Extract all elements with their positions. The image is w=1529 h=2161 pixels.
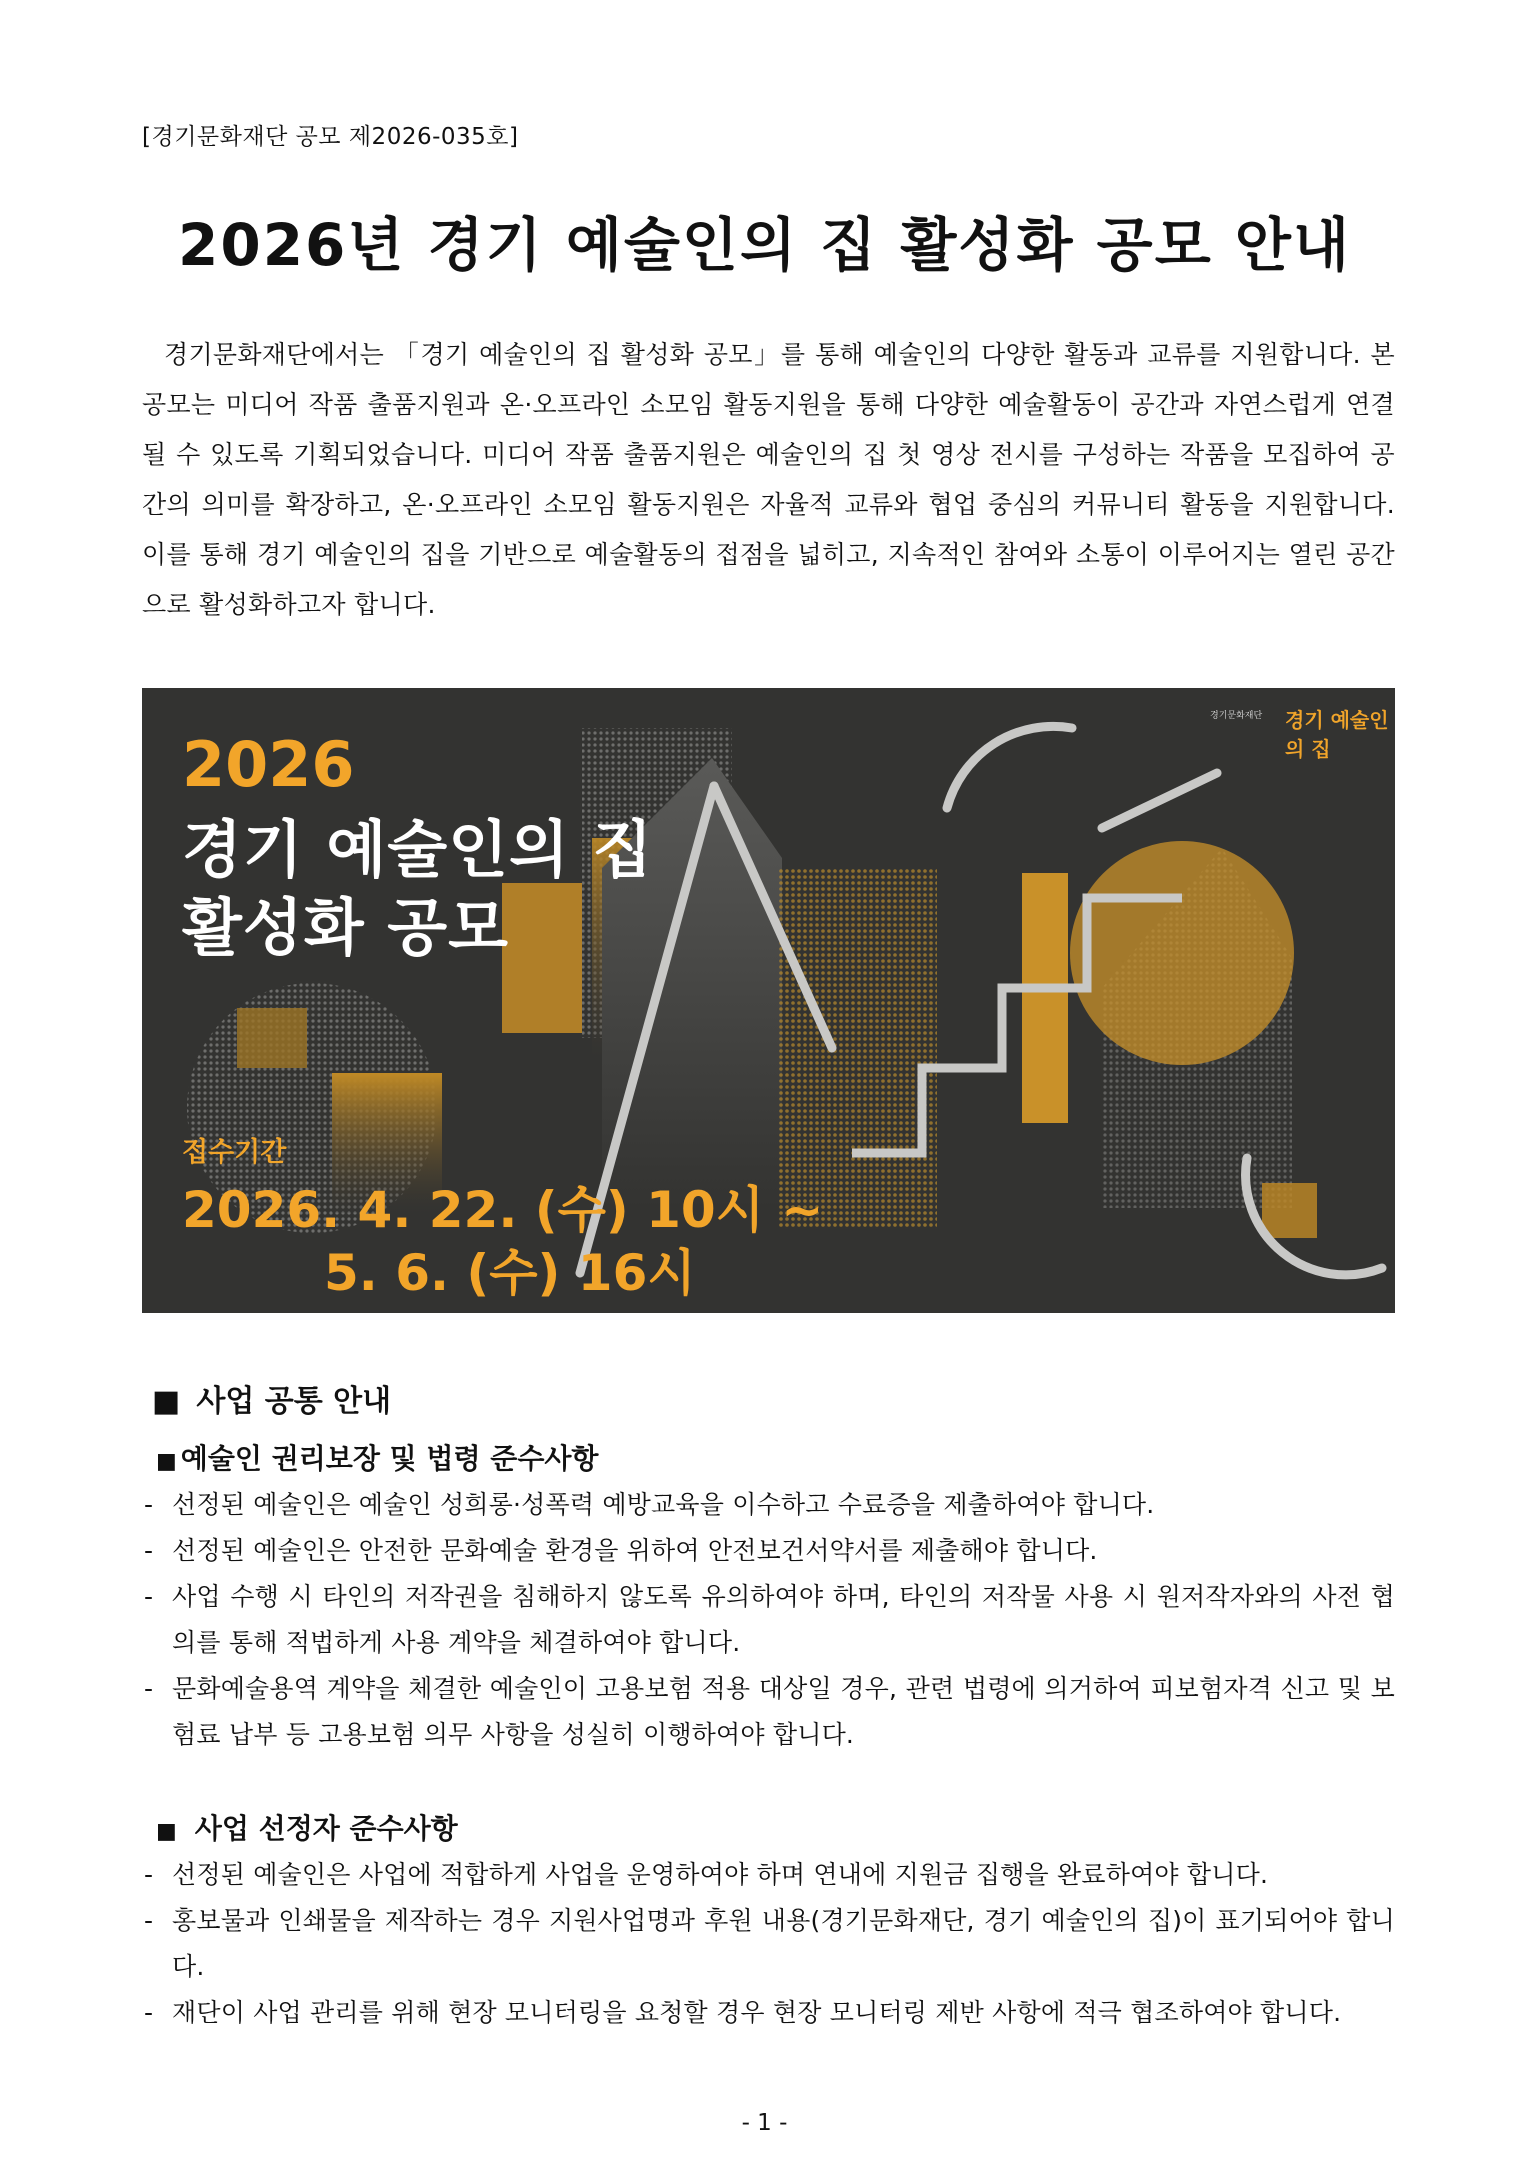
subsection-heading-text: 예술인 권리보장 및 법령 준수사항 bbox=[180, 1442, 599, 1475]
list-item: - 재단이 사업 관리를 위해 현장 모니터링을 요청할 경우 현장 모니터링 제반 사항에 적극 협조하여야 합니다. bbox=[142, 1990, 1395, 2036]
poster-year: 2026 bbox=[182, 728, 355, 801]
intro-paragraph: 경기문화재단에서는 「경기 예술인의 집 활성화 공모」를 통해 예술인의 다양한 활동과 교류를 지원합니다. 본 공모는 미디어 작품 출품지원과 온·오프라인 소모임 활동지원을 통해 다양한 예술활동이 공간과 자연스럽게 연결될 수 있도록 기획되었습니다. 미디어 작품 출품지원은 예술인의 집 첫 영상 전시를 구성하는 작품을 모집하여 공간의 의미를 확장하고, 온·오프라인 소모임 활동지원은 자율적 교류와 협업 중심의 커뮤니티 활동을 지원합니다. 이를 통해 경기 예술인의 집을 기반으로 예술활동의 접점을 넓히고, 지속적인 참여와 소통이 이루어지는 열린 공간으로 활성화하고자 합니다. bbox=[142, 340, 1395, 619]
section-heading-text: 사업 공통 안내 bbox=[196, 1384, 392, 1419]
square-bullet-icon: ■ bbox=[152, 1384, 181, 1419]
square-bullet-icon: ■ bbox=[156, 1449, 177, 1474]
poster-period-label: 접수기간 bbox=[182, 1137, 287, 1168]
poster-date-start: 2026. 4. 22. (수) 10시 ~ bbox=[182, 1181, 824, 1239]
list-item: - 선정된 예술인은 안전한 문화예술 환경을 위하여 안전보건서약서를 제출해야 합니다. bbox=[142, 1528, 1395, 1574]
rights-list bbox=[142, 1482, 1395, 1758]
list-item: - 홍보물과 인쇄물을 제작하는 경우 지원사업명과 후원 내용(경기문화재단, 경기 예술인의 집)이 표기되어야 합니다. bbox=[142, 1898, 1395, 1990]
selected-rules-list bbox=[142, 1852, 1395, 2036]
poster-title-line2: 활성화 공모 bbox=[182, 891, 510, 964]
subsection-heading-text: 사업 선정자 준수사항 bbox=[194, 1812, 458, 1845]
list-item: - 사업 수행 시 타인의 저작권을 침해하지 않도록 유의하여야 하며, 타인의 저작물 사용 시 원저작자와의 사전 협의를 통해 적법하게 사용 계약을 체결하여야 합니다. bbox=[142, 1574, 1395, 1666]
poster-title-line1: 경기 예술인의 집 bbox=[182, 813, 654, 886]
list-item: - 선정된 예술인은 예술인 성희롱·성폭력 예방교육을 이수하고 수료증을 제출하여야 합니다. bbox=[142, 1482, 1395, 1528]
poster-image bbox=[142, 688, 1395, 1313]
page-title: 2026년 경기 예술인의 집 활성화 공모 안내 bbox=[177, 211, 1351, 279]
notice-number: [경기문화재단 공모 제2026-035호] bbox=[142, 124, 519, 150]
foundation-logo: 경기문화재단 bbox=[1210, 711, 1263, 721]
poster-date-end: 5. 6. (수) 16시 bbox=[324, 1244, 696, 1302]
square-bullet-icon: ■ bbox=[156, 1819, 177, 1844]
section-heading bbox=[152, 1376, 391, 1420]
list-item: - 문화예술용역 계약을 체결한 예술인이 고용보험 적용 대상일 경우, 관련 법령에 의거하여 피보험자격 신고 및 보험료 납부 등 고용보험 의무 사항을 성실히 이행하여야 합니다. bbox=[142, 1666, 1395, 1758]
subsection-heading-rights bbox=[156, 1437, 598, 1477]
page-number: - 1 - bbox=[741, 2110, 788, 2136]
list-item: - 선정된 예술인은 사업에 적합하게 사업을 운영하여야 하며 연내에 지원금 집행을 완료하여야 합니다. bbox=[142, 1852, 1395, 1898]
subsection-heading-selected bbox=[156, 1807, 458, 1847]
artist-house-logo: 경기 예술인의 집 bbox=[1285, 708, 1389, 761]
